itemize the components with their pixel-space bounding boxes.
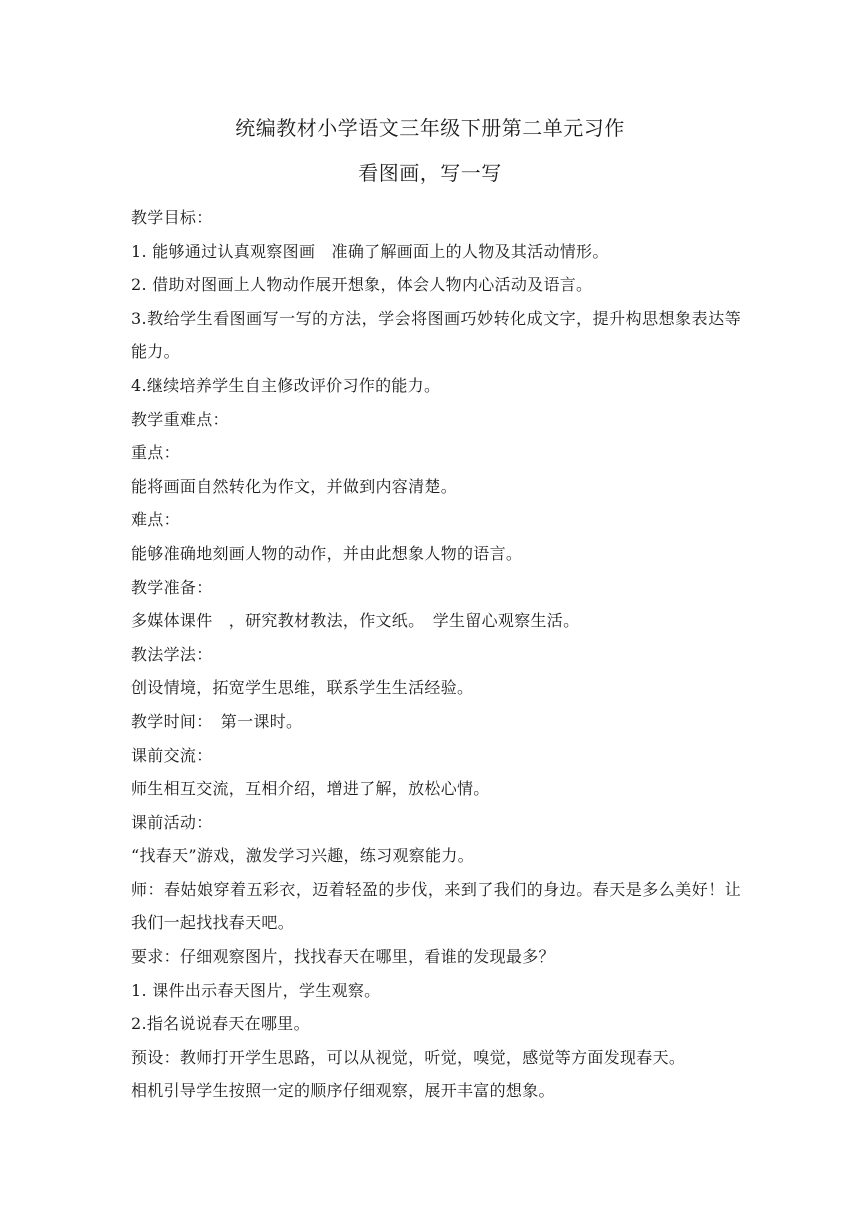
methods-text: 创设情境，拓宽学生思维，联系学生生活经验。 [131, 678, 474, 698]
document-body [131, 201, 741, 1108]
preparation-text: 多媒体课件 ，研究教材教法，作文纸。 学生留心观察生活。 [131, 611, 580, 631]
guidance-text: 相机引导学生按照一定的顺序仔细观察，展开丰富的想象。 [131, 1081, 555, 1101]
difficulty-text: 能够准确地刻画人物的动作，并由此想象人物的语言。 [131, 543, 523, 563]
objective-item-4: 4.继续培养学生自主修改评价习作的能力。 [131, 375, 441, 395]
objective-item-2: 2. 借助对图画上人物动作展开想象，体会人物内心活动及语言。 [131, 275, 593, 295]
requirement-text: 要求：仔细观察图片，找找春天在哪里，看谁的发现最多？ [131, 947, 555, 967]
activity-intro: “找春天”游戏，激发学习兴趣，练习观察能力。 [131, 846, 474, 866]
document-title: 统编教材小学语文三年级下册第二单元习作 [235, 116, 625, 140]
pre-class-exchange-text: 师生相互交流，互相介绍，增进了解，放松心情。 [131, 779, 490, 799]
subheading-difficulty: 难点： [131, 510, 180, 530]
section-heading-key-points: 教学重难点： [131, 409, 229, 429]
objective-item-1: 1. 能够通过认真观察图画 准确了解画面上的人物及其活动情形。 [131, 241, 609, 261]
document-subtitle: 看图画，写一写 [358, 161, 502, 185]
teaching-time: 教学时间： 第一课时。 [131, 711, 303, 731]
section-heading-objectives: 教学目标： [131, 208, 213, 227]
teacher-speech: 师：春姑娘穿着五彩衣，迈着轻盈的步伐，来到了我们的身边。春天是多么美好！让我们一起找找春天吧。 [131, 879, 741, 933]
focus-text: 能将画面自然转化为作文，并做到内容清楚。 [131, 476, 458, 496]
subheading-focus: 重点： [131, 443, 180, 463]
preset-text: 预设：教师打开学生思路，可以从视觉，听觉，嗅觉，感觉等方面发现春天。 [131, 1047, 686, 1067]
section-heading-pre-class-exchange: 课前交流： [131, 745, 213, 765]
step-item-1: 1. 课件出示春天图片，学生观察。 [131, 980, 381, 1000]
step-item-2: 2.指名说说春天在哪里。 [131, 1014, 310, 1034]
section-heading-methods: 教法学法： [131, 644, 213, 664]
section-heading-preparation: 教学准备： [131, 577, 213, 597]
section-heading-pre-class-activity: 课前活动： [131, 812, 213, 832]
objective-item-3: 3.教给学生看图画写一写的方法，学会将图画巧妙转化成文字，提升构思想象表达等能力。 [131, 308, 741, 362]
